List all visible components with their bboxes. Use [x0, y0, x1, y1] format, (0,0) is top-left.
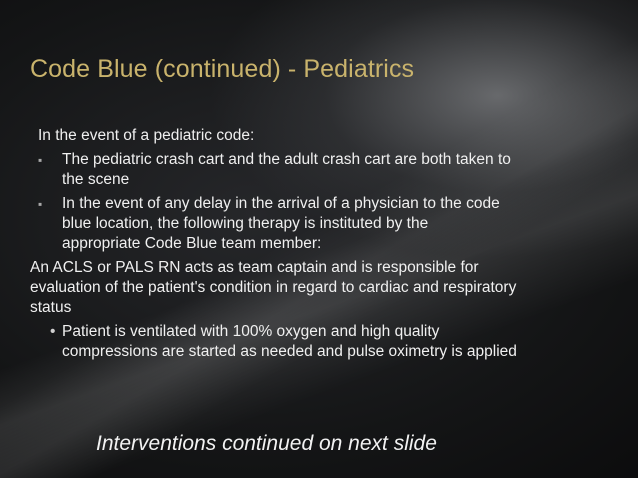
slide-title: Code Blue (continued) - Pediatrics — [30, 55, 415, 83]
intro-text: In the event of a pediatric code: — [38, 127, 255, 144]
sub-bullet-line: Patient is ventilated with 100% oxygen and high quality — [62, 323, 440, 340]
paragraph-line: status — [30, 299, 72, 316]
sub-bullet-line: compressions are started as needed and pulse oximetry is applied — [62, 343, 517, 360]
sub-bullet-item — [38, 322, 618, 362]
bullet-line: In the event of any delay in the arrival of a physician to the code — [62, 195, 500, 212]
paragraph-line: An ACLS or PALS RN acts as team captain and is responsible for — [30, 259, 479, 276]
paragraph-line: evaluation of the patient's condition in regard to cardiac and respiratory — [30, 279, 517, 296]
bullet-line: blue location, the following therapy is instituted by the — [62, 215, 429, 232]
square-bullet-icon: ▪ — [38, 197, 43, 211]
square-bullet-icon: ▪ — [38, 153, 43, 167]
round-bullet-icon: • — [50, 323, 56, 340]
bullet-line: The pediatric crash cart and the adult crash cart are both taken to — [62, 151, 511, 168]
footer-note: Interventions continued on next slide — [96, 432, 437, 455]
bullet-line: the scene — [62, 171, 130, 188]
bullet-item — [38, 194, 618, 254]
bullet-item — [38, 150, 618, 190]
bullet-line: appropriate Code Blue team member: — [62, 235, 322, 252]
slide-body — [30, 126, 618, 362]
body-paragraph — [30, 258, 618, 318]
